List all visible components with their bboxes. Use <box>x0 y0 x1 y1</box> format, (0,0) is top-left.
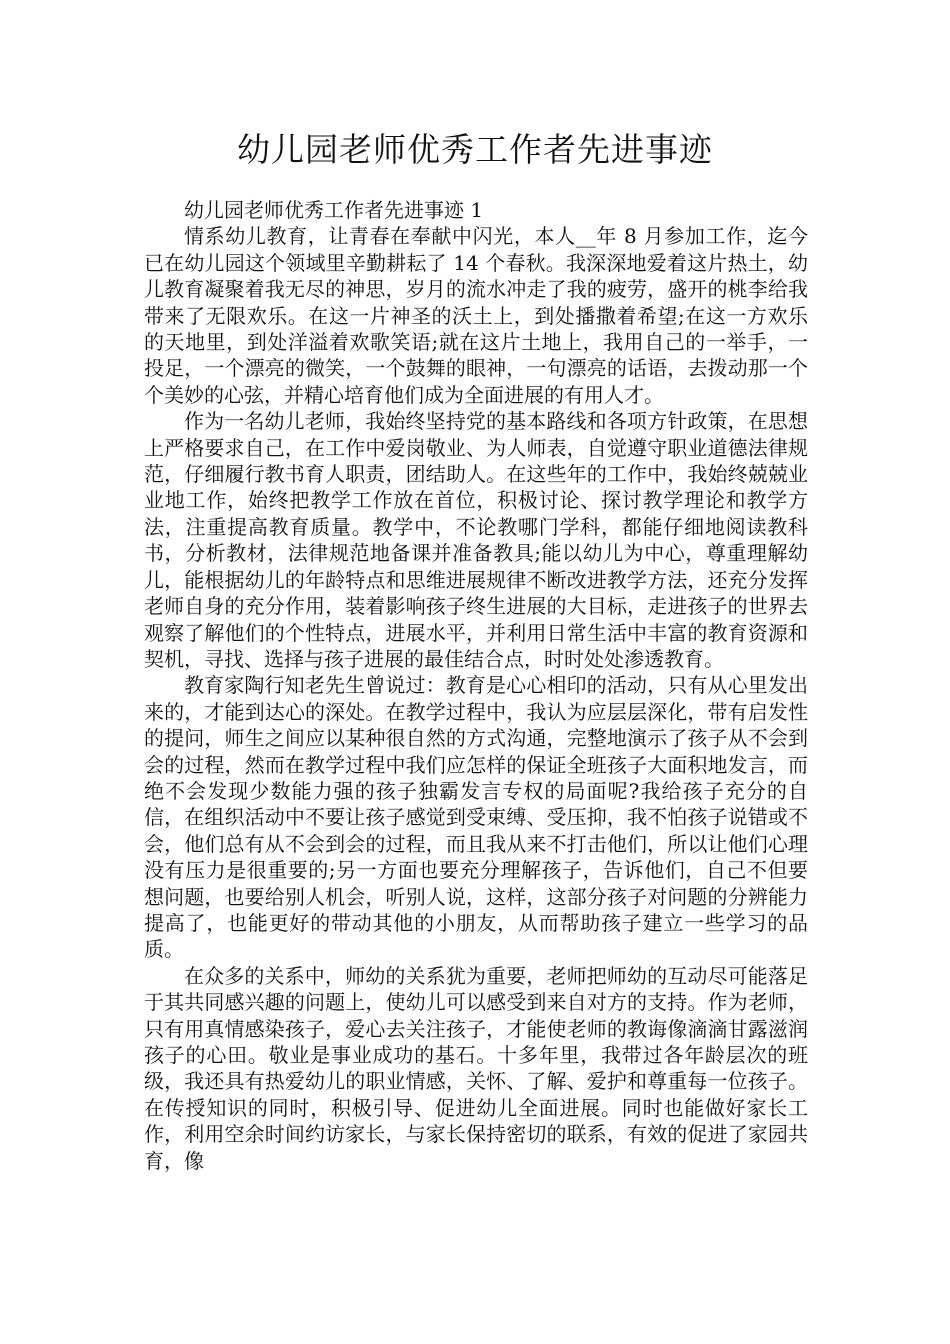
paragraph-3: 教育家陶行知老先生曾说过：教育是心心相印的活动，只有从心里发出来的，才能到达心的深处。在教学过程中，我认为应层层深化，带有启发性的提问，师生之间应以某种很自然的方式沟通，完整地演示了孩子从不会到会的过程，然而在教学过程中我们应怎样的保证全班孩子大面积地发言，而绝不会发现少数能力强的孩子独霸发言专权的局面呢?我给孩子充分的自信，在组织活动中不要让孩子感觉到受束缚、受压抑，我不怕孩子说错或不会，他们总有从不会到会的过程，而且我从来不打击他们，所以让他们心理没有压力是很重要的;另一方面也要充分理解孩子，告诉他们，自己不但要想问题，也要给别人机会，听别人说，这样，这部分孩子对问题的分辨能力提高了，也能更好的带动其他的小朋友，从而帮助孩子建立一些学习的品质。 <box>144 673 808 962</box>
paragraph-4: 在众多的关系中，师幼的关系犹为重要，老师把师幼的互动尽可能落足于其共同感兴趣的问题上，使幼儿可以感受到来自对方的支持。作为老师，只有用真情感染孩子，爱心去关注孩子，才能使老师的教诲像滴滴甘露滋润孩子的心田。敬业是事业成功的基石。十多年里，我带过各年龄层次的班级，我还具有热爱幼儿的职业情感，关怀、了解、爱护和尊重每一位孩子。在传授知识的同时，积极引导、促进幼儿全面进展。同时也能做好家长工作，利用空余时间约访家长，与家长保持密切的联系，有效的促进了家园共育，像 <box>144 963 808 1173</box>
paragraph-1: 情系幼儿教育，让青春在奉献中闪光，本人__年 8 月参加工作，迄今已在幼儿园这个领域里辛勤耕耘了 14 个春秋。我深深地爱着这片热土，幼儿教育凝聚着我无尽的神思，岁月的流水冲走了我的疲劳，盛开的桃李给我带来了无限欢乐。在这一片神圣的沃土上，到处播撒着希望;在这一方欢乐的天地里，到处洋溢着欢歌笑语;就在这片土地上，我用自己的一举手，一投足，一个漂亮的微笑，一个鼓舞的眼神，一句漂亮的话语，去拨动那一个个美妙的心弦，并精心培育他们成为全面进展的有用人才。 <box>144 224 808 407</box>
document-body <box>144 197 808 1174</box>
document-title: 幼儿园老师优秀工作者先进事迹 <box>237 130 713 169</box>
paragraph-2: 作为一名幼儿老师，我始终坚持党的基本路线和各项方针政策，在思想上严格要求自己，在工作中爱岗敬业、为人师表，自觉遵守职业道德法律规范，仔细履行教书育人职责，团结助人。在这些年的工作中，我始终兢兢业业地工作，始终把教学工作放在首位，积极讨论、探讨教学理论和教学方法，注重提高教育质量。教学中，不论教哪门学科，都能仔细地阅读教科书，分析教材，法律规范地备课并准备教具;能以幼儿为中心，尊重理解幼儿，能根据幼儿的年龄特点和思维进展规律不断改进教学方法，还充分发挥老师自身的充分作用，装着影响孩子终生进展的大目标，走进孩子的世界去观察了解他们的个性特点，进展水平，并利用日常生活中丰富的教育资源和契机，寻找、选择与孩子进展的最佳结合点，时时处处渗透教育。 <box>144 409 808 671</box>
document-subtitle: 幼儿园老师优秀工作者先进事迹 1 <box>184 198 484 222</box>
